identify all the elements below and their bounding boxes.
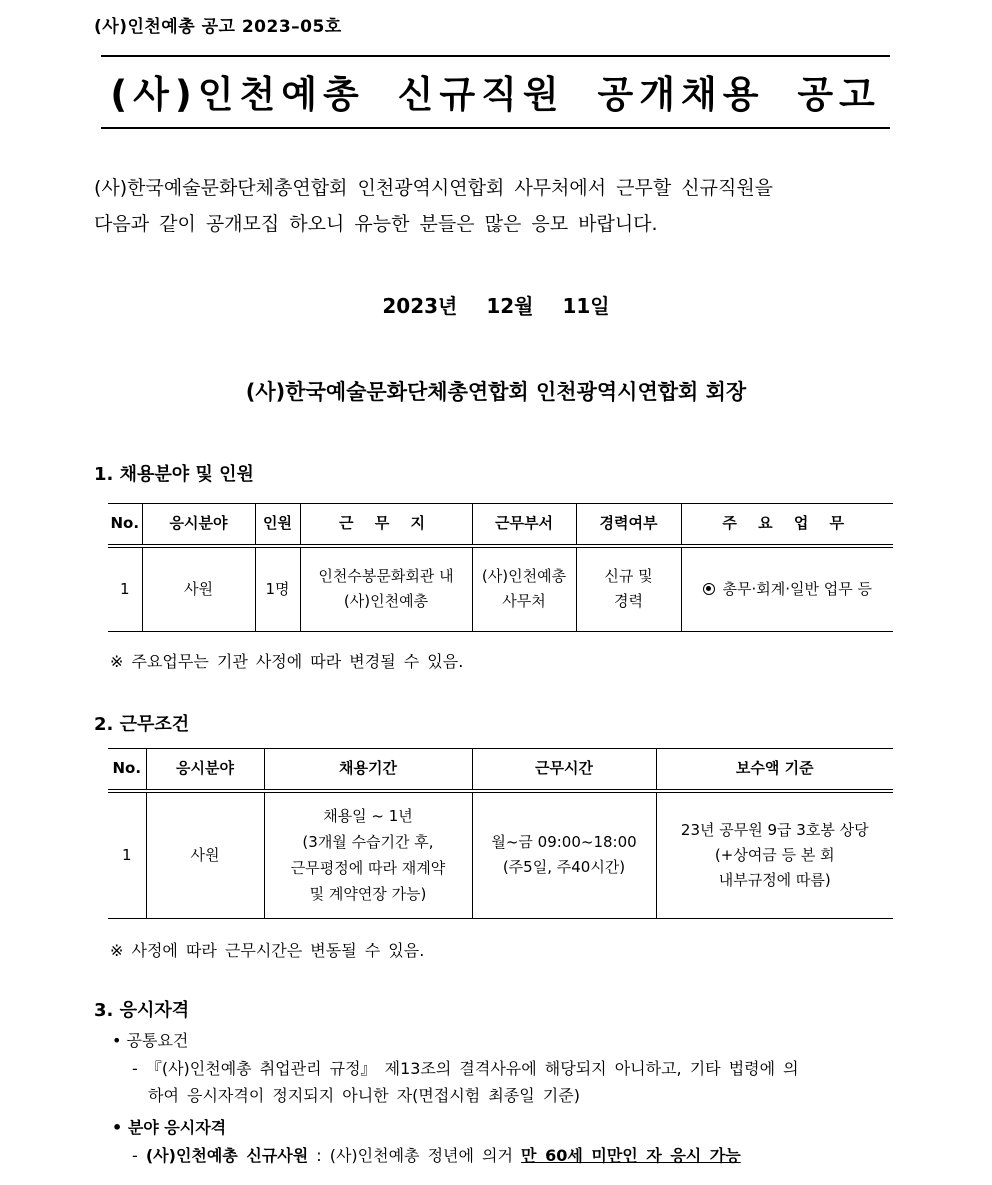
- col-count: 인원: [255, 504, 300, 546]
- col-period: 채용기간: [264, 749, 472, 791]
- col-career: 경력여부: [576, 504, 681, 546]
- dash-icon: -: [132, 1059, 146, 1078]
- section-1-heading: 1. 채용분야 및 인원: [94, 464, 254, 485]
- cell-duties: 총무·회계·일반 업무 등: [681, 546, 893, 632]
- notice-date: 2023년 12월 11일: [382, 294, 610, 318]
- intro-paragraph: [94, 170, 914, 242]
- cell-career: 신규 및 경력: [576, 546, 681, 632]
- table-row: [108, 546, 893, 632]
- table-row: [108, 791, 893, 919]
- radio-bullet-icon: [703, 583, 715, 595]
- section-2-heading: 2. 근무조건: [94, 714, 190, 735]
- common-requirement-item: • 공통요건: [112, 1031, 189, 1050]
- notice-number: (사)인천예총 공고 2023–05호: [94, 17, 342, 37]
- field-requirement-item: • 분야 응시자격: [112, 1118, 227, 1137]
- title-bottom-rule: [101, 127, 890, 129]
- col-field: 응시분야: [146, 749, 264, 791]
- intro-line-2: 다음과 같이 공개모집 하오니 유능한 분들은 많은 응모 바랍니다.: [94, 213, 658, 235]
- section-3-heading: 3. 응시자격: [94, 1000, 190, 1021]
- col-no: No.: [108, 749, 146, 791]
- col-pay: 보수액 기준: [656, 749, 893, 791]
- intro-line-1: (사)한국예술문화단체총연합회 인천광역시연합회 사무처에서 근무할 신규직원을: [94, 177, 774, 199]
- cell-field: 사원: [146, 791, 264, 919]
- cell-workplace: 인천수봉문화회관 내 (사)인천예총: [300, 546, 472, 632]
- cell-period: 채용일 ~ 1년 (3개월 수습기간 후, 근무평정에 따라 재계약 및 계약연장 가능): [264, 791, 472, 919]
- cell-field: 사원: [142, 546, 255, 632]
- title-top-rule: [101, 55, 890, 57]
- cell-no: 1: [108, 546, 142, 632]
- col-no: No.: [108, 504, 142, 546]
- cell-hours: 월~금 09:00~18:00 (주5일, 주40시간): [472, 791, 656, 919]
- bullet-icon: •: [112, 1118, 123, 1137]
- col-hours: 근무시간: [472, 749, 656, 791]
- cell-pay: 23년 공무원 9급 3호봉 상당 (+상여금 등 본 회 내부규정에 따름): [656, 791, 893, 919]
- section-1-note: ※ 주요업무는 기관 사정에 따라 변경될 수 있음.: [110, 652, 464, 671]
- col-dept: 근무부서: [472, 504, 576, 546]
- cell-count: 1명: [255, 546, 300, 632]
- section-2-note: ※ 사정에 따라 근무시간은 변동될 수 있음.: [110, 941, 425, 960]
- cell-dept: (사)인천예총 사무처: [472, 546, 576, 632]
- cell-no: 1: [108, 791, 146, 919]
- col-duties: 주 요 업 무: [681, 504, 893, 546]
- conditions-table: [108, 748, 893, 919]
- age-limit-emphasis: 만 60세 미만인 자 응시 가능: [521, 1146, 741, 1165]
- dash-icon: -: [132, 1146, 146, 1165]
- issuer-name: (사)한국예술문화단체총연합회 인천광역시연합회 회장: [245, 380, 747, 404]
- col-field: 응시분야: [142, 504, 255, 546]
- bullet-icon: •: [112, 1031, 122, 1050]
- col-workplace: 근 무 지: [300, 504, 472, 546]
- recruitment-table: [108, 503, 893, 632]
- page-title: (사)인천예총 신규직원 공개채용 공고: [110, 73, 881, 116]
- field-requirement-text: - (사)인천예총 신규사원 : (사)인천예총 정년에 의거 만 60세 미만인 자 응시 가능: [132, 1146, 741, 1165]
- common-requirement-text: - 『(사)인천예총 취업관리 규정』 제13조의 결격사유에 해당되지 아니하고, 기타 법령에 의 하여 응시자격이 정지되지 아니한 자(면접시험 최종일 기준): [132, 1059, 799, 1105]
